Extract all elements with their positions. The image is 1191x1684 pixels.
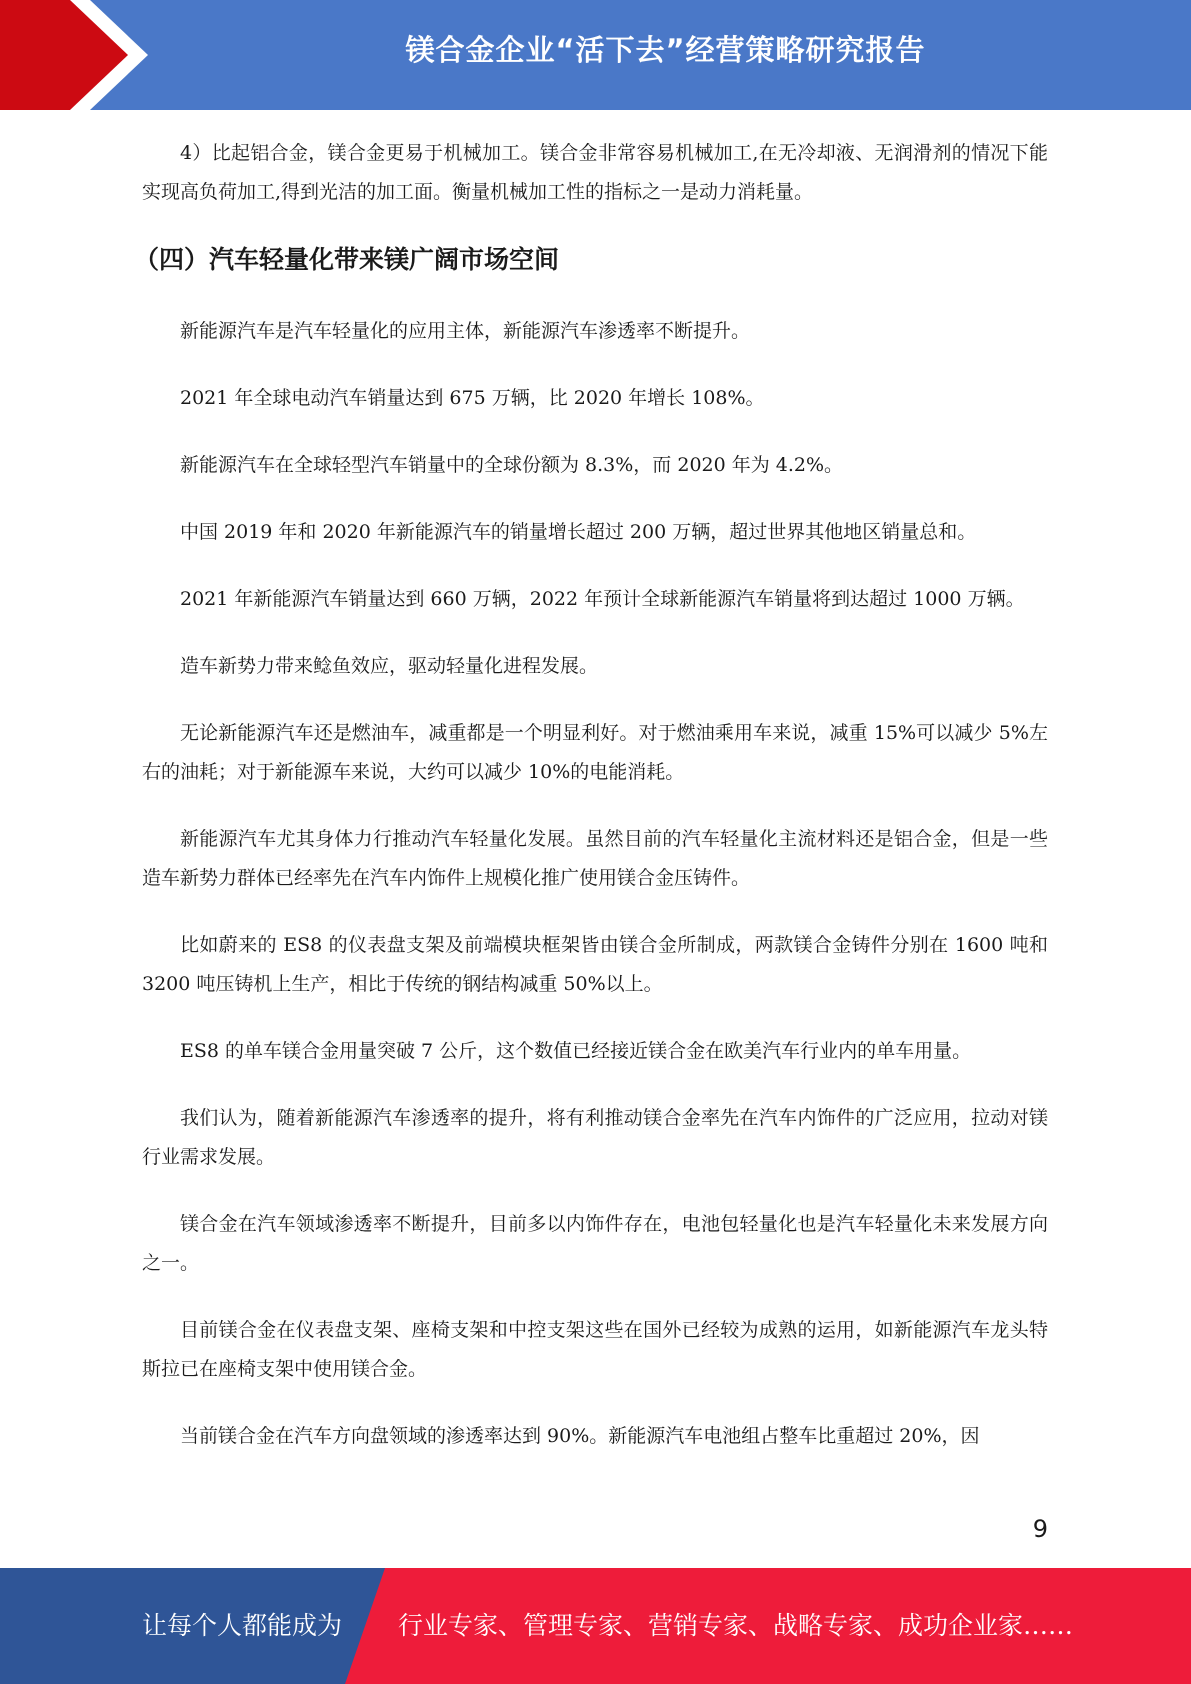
body-paragraph: 无论新能源汽车还是燃油车，减重都是一个明显利好。对于燃油乘用车来说，减重 15%可以减少 5%左右的油耗；对于新能源车来说，大约可以减少 10%的电能消耗。: [142, 722, 1048, 783]
page-number: 9: [1032, 1515, 1048, 1543]
page-header: [0, 0, 1191, 110]
footer-slogan-right: 行业专家、管理专家、营销专家、战略专家、成功企业家……: [398, 1611, 1074, 1640]
section-heading: （四）汽车轻量化带来镁广阔市场空间: [134, 245, 560, 274]
body-paragraph: 镁合金在汽车领域渗透率不断提升，目前多以内饰件存在，电池包轻量化也是汽车轻量化未来发展方向之一。: [142, 1213, 1048, 1274]
page-footer: [0, 1568, 1191, 1684]
intro-paragraph: 4）比起铝合金，镁合金更易于机械加工。镁合金非常容易机械加工,在无冷却液、无润滑剂的情况下能实现高负荷加工,得到光洁的加工面。衡量机械加工性的指标之一是动力消耗量。: [142, 142, 1048, 203]
body-paragraph: 新能源汽车在全球轻型汽车销量中的全球份额为 8.3%，而 2020 年为 4.2%。: [180, 454, 844, 476]
body-paragraph: 中国 2019 年和 2020 年新能源汽车的销量增长超过 200 万辆，超过世界其他地区销量总和。: [180, 521, 977, 543]
report-title: 镁合金企业“活下去”经营策略研究报告: [405, 33, 926, 67]
body-paragraph: 比如蔚来的 ES8 的仪表盘支架及前端模块框架皆由镁合金所制成，两款镁合金铸件分别在 1600 吨和 3200 吨压铸机上生产，相比于传统的钢结构减重 50%以上。: [142, 934, 1048, 995]
body-paragraph: 2021 年全球电动汽车销量达到 675 万辆，比 2020 年增长 108%。: [180, 387, 765, 409]
footer-slogan-left: 让每个人都能成为: [142, 1611, 343, 1640]
body-paragraph: ES8 的单车镁合金用量突破 7 公斤，这个数值已经接近镁合金在欧美汽车行业内的单车用量。: [180, 1040, 972, 1062]
body-paragraph: 2021 年新能源汽车销量达到 660 万辆，2022 年预计全球新能源汽车销量将到达超过 1000 万辆。: [180, 588, 1025, 610]
body-paragraph: 造车新势力带来鲶鱼效应，驱动轻量化进程发展。: [180, 655, 599, 677]
page-body: [134, 134, 1048, 1484]
body-paragraph: 当前镁合金在汽车方向盘领域的渗透率达到 90%。新能源汽车电池组占整车比重超过 20%，因: [180, 1425, 980, 1447]
body-paragraph: 新能源汽车是汽车轻量化的应用主体，新能源汽车渗透率不断提升。: [180, 320, 751, 342]
body-paragraph: 我们认为，随着新能源汽车渗透率的提升，将有利推动镁合金率先在汽车内饰件的广泛应用，拉动对镁行业需求发展。: [142, 1107, 1048, 1168]
body-paragraph: 目前镁合金在仪表盘支架、座椅支架和中控支架这些在国外已经较为成熟的运用，如新能源汽车龙头特斯拉已在座椅支架中使用镁合金。: [142, 1319, 1048, 1380]
body-paragraph: 新能源汽车尤其身体力行推动汽车轻量化发展。虽然目前的汽车轻量化主流材料还是铝合金，但是一些造车新势力群体已经率先在汽车内饰件上规模化推广使用镁合金压铸件。: [142, 828, 1048, 889]
